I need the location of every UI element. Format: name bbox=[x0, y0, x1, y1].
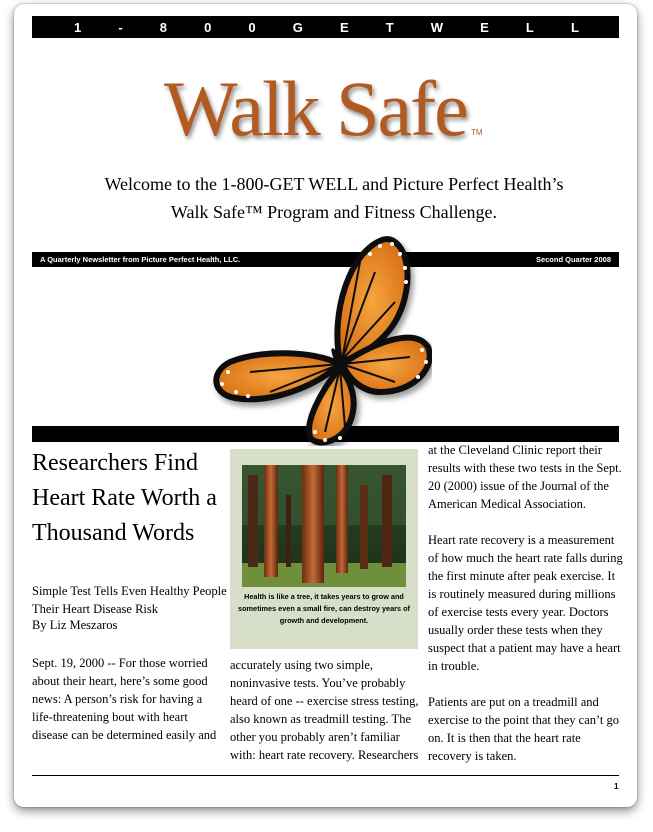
banner-letter: E bbox=[339, 19, 349, 35]
banner-letter: - bbox=[118, 19, 123, 35]
welcome-line-1: Welcome to the 1-800-GET WELL and Picture Perfect Health’s bbox=[104, 174, 564, 194]
article-subhead: Simple Test Tells Even Healthy People Their Heart Disease Risk bbox=[32, 584, 227, 616]
banner-letter: G bbox=[292, 19, 303, 35]
photo-caption: Health is like a tree, it takes years to grow and sometimes even a small fire, can destroy years of growth and development. bbox=[238, 592, 410, 625]
footer-rule bbox=[32, 775, 619, 776]
welcome-message bbox=[74, 170, 594, 226]
redwood-forest-image bbox=[242, 465, 406, 587]
banner-letter: L bbox=[570, 19, 579, 35]
newsletter-page bbox=[14, 4, 637, 807]
article-headline: Researchers Find Heart Rate Worth a Thousand Words bbox=[32, 450, 217, 546]
welcome-line-2: Walk Safe™ Program and Fitness Challenge. bbox=[170, 202, 498, 222]
logo-trademark: TM bbox=[471, 128, 483, 137]
column-3-paragraph-1: at the Cleveland Clinic report their results with these two tests in the Sept. 20 (2000) issue of the Journal of the American Medical Association. bbox=[428, 443, 622, 511]
article-column-1: Sept. 19, 2000 -- For those worried about their heart, here’s some good news: A person’s risk for having a life-threatening bout with heart disease can be determined easily and bbox=[32, 656, 217, 742]
banner-letter: T bbox=[385, 19, 394, 35]
phone-banner bbox=[32, 16, 619, 38]
article-byline: By Liz Meszaros bbox=[32, 618, 118, 632]
banner-letter: 1 bbox=[74, 19, 82, 35]
monarch-butterfly-image bbox=[200, 232, 432, 446]
banner-letter: 0 bbox=[248, 19, 256, 35]
page-number: 1 bbox=[614, 782, 619, 791]
banner-letter: W bbox=[430, 19, 444, 35]
photo-sidebar bbox=[230, 449, 418, 649]
masthead-tagline: A Quarterly Newsletter from Picture Perfect Health, LLC. bbox=[40, 255, 241, 264]
column-3-paragraph-2: Heart rate recovery is a measurement of how much the heart rate falls during the first minute after peak exercise. It is routinely measured during millions of exercise tests every year. Doctors usually order these tests when they suspect that a patient may have a heart in trouble. bbox=[428, 533, 623, 673]
masthead-issue: Second Quarter 2008 bbox=[535, 255, 611, 264]
banner-letter: 0 bbox=[204, 19, 212, 35]
article-column-2: accurately using two simple, noninvasive tests. You’ve probably heard of one -- exercise stress testing, also known as treadmill testing. The other you probably aren’t familiar with: heart rate recovery. Researchers bbox=[230, 658, 419, 762]
banner-letter: E bbox=[480, 19, 489, 35]
banner-letter: 8 bbox=[159, 19, 167, 35]
column-3-paragraph-3: Patients are put on a treadmill and exercise to the point that they can’t go on. It is then that the heart rate recovery is taken. bbox=[428, 695, 620, 763]
banner-letter: L bbox=[525, 19, 534, 35]
article-column-3 bbox=[428, 441, 624, 783]
walk-safe-logo: Walk Safe bbox=[164, 65, 467, 152]
